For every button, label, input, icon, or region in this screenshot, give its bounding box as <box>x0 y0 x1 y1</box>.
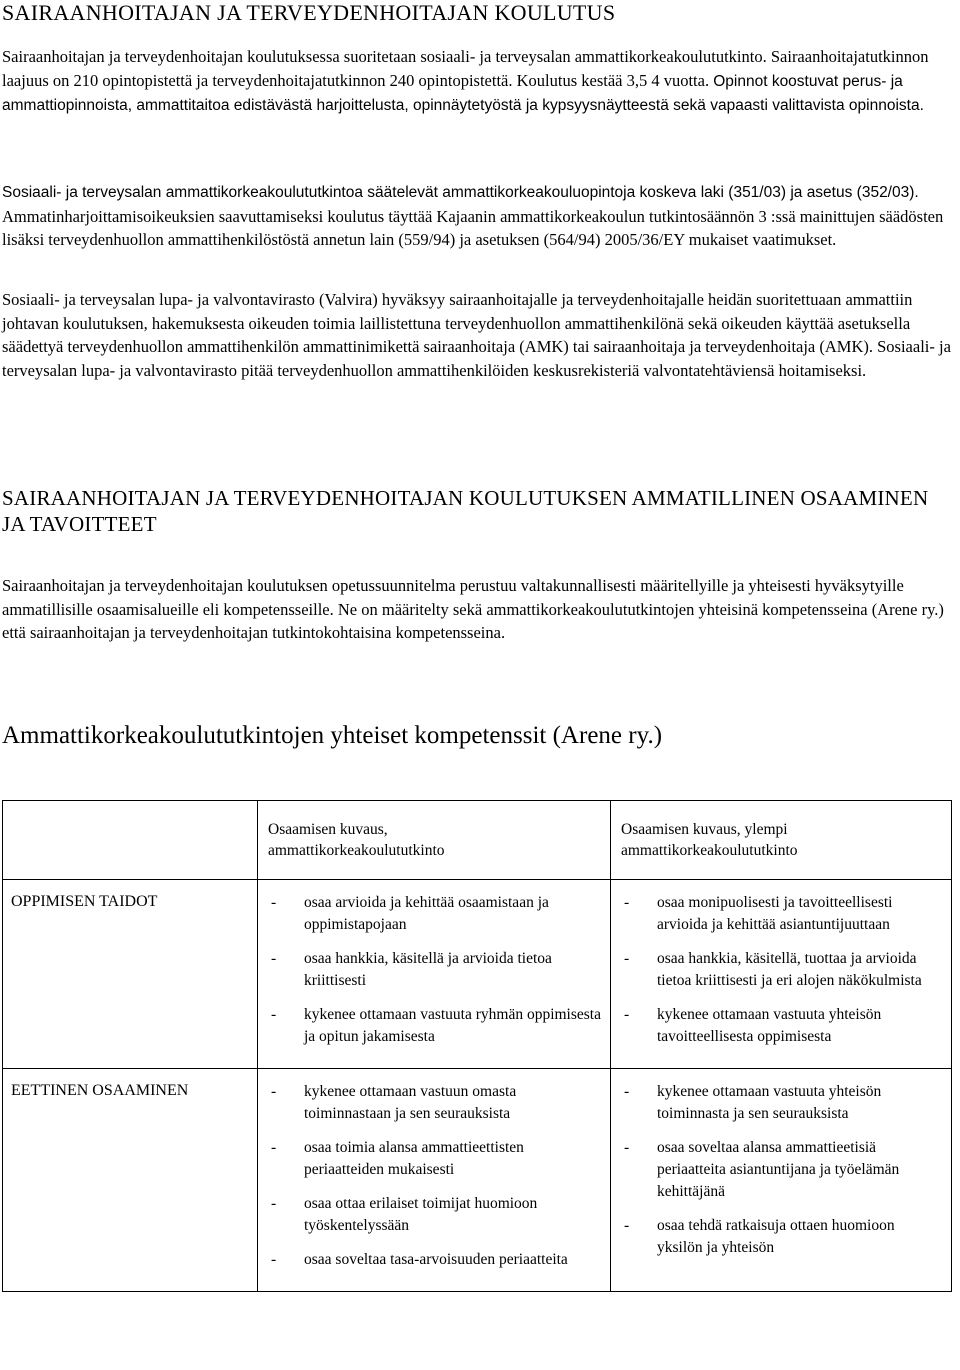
list-item: - osaa ottaa erilaiset toimijat huomioon työskentelyssään <box>271 1195 538 1234</box>
subheading-competences: Ammattikorkeakoulututkintojen yhteiset kompetenssit (Arene ry.) <box>2 722 663 749</box>
paragraph-valvira: Sosiaali- ja terveysalan lupa- ja valvontavirasto (Valvira) hyväksyy sairaanhoitajalle ja terveydenhoitajalle heidän suoritettuaan ammattiin johtavan koulutuksen, hakemuksesta oikeuden toimia laillistettuna terveydenhuollon ammattihenkilönä sekä oikeuden käyttää asetuksella säädettyä terveydenhuollon ammattihenkilön ammattinimikettä sairaanhoitaja (AMK) tai sairaanhoitaja ja terveydenhoitaja (AMK). Sosiaali- ja terveysalan lupa- ja valvontavirasto pitää terveydenhuollon ammattihenkilöiden keskusrekisteriä valvontatehtäviensä hoitamiseksi. <box>2 290 951 380</box>
dash-bullet: - <box>271 1083 277 1100</box>
list-item: - osaa hankkia, käsitellä ja arvioida tietoa kriittisesti <box>271 950 552 989</box>
list-item: - osaa toimia alansa ammattieettisten periaatteiden mukaisesti <box>271 1139 524 1178</box>
dash-bullet: - <box>271 950 277 967</box>
table-header-yamk <box>611 801 952 880</box>
dash-bullet: - <box>624 1217 630 1234</box>
dash-bullet: - <box>624 1139 630 1156</box>
table-row <box>3 880 952 1069</box>
dash-bullet: - <box>624 1083 630 1100</box>
dash-bullet: - <box>624 1006 630 1023</box>
paragraph-intro-serif: Sairaanhoitajan ja terveydenhoitajan koulutuksessa suoritetaan sosiaali- ja terveysalan ammattikorkeakoulututkinto. Sairaanhoitajatutkinnon laajuus on 210 opintopistettä ja terveydenhoitajatutkinnon 240 opintopistettä. Koulutus kestää 3,5 4 vuotta. <box>2 47 929 90</box>
paragraph-intro-sans: Opinnot koostuvat perus- ja ammattiopinnoista, ammattitaitoa edistävästä harjoittelusta, opinnäytetyöstä ja kypsyysnäytteestä sekä vapaasti valittavista opinnoista. <box>2 72 924 114</box>
table-header-empty <box>3 801 258 880</box>
paragraph-legislation-sans: Sosiaali- ja terveysalan ammattikorkeakoulututkintoa säätelevät ammattikorkeakouluopintoja koskeva laki (351/03) ja asetus (352/03). <box>2 184 919 201</box>
list-item: - osaa soveltaa alansa ammattieetisiä periaatteita asiantuntijana ja työelämän kehittäjänä <box>624 1139 900 1200</box>
cell-oppiminen-amk <box>258 880 611 1069</box>
dash-bullet: - <box>624 894 630 911</box>
list-item: - osaa soveltaa tasa-arvoisuuden periaatteita <box>266 1249 602 1271</box>
dash-bullet: - <box>271 1006 277 1023</box>
cell-eettinen-yamk <box>611 1069 952 1292</box>
list-oppiminen-amk <box>258 880 610 1068</box>
dash-bullet: - <box>271 894 277 911</box>
list-item: - osaa arvioida ja kehittää osaamistaan ja oppimistapojaan <box>271 894 549 933</box>
row-label-oppiminen: OPPIMISEN TAIDOT <box>3 880 258 1069</box>
dash-bullet: - <box>271 1195 277 1212</box>
section-heading-koulutus: SAIRAANHOITAJAN JA TERVEYDENHOITAJAN KOULUTUS <box>2 0 616 25</box>
dash-bullet: - <box>624 950 630 967</box>
cell-eettinen-amk <box>258 1069 611 1292</box>
table-header-amk <box>258 801 611 880</box>
list-item: - kykenee ottamaan vastuuta ryhmän oppimisesta ja opitun jakamisesta <box>271 1006 601 1045</box>
paragraph-legislation-serif: Ammatinharjoittamisoikeuksien saavuttamiseksi koulutus täyttää Kajaanin ammattikorkeakoulun tutkintosäännön 3 :ssä mainittujen säädösten lisäksi terveydenhuollon ammattihenkilöstöstä annetun lain (559/94) ja asetuksen (564/94) 2005/36/EY mukaiset vaatimukset. <box>2 206 944 249</box>
paragraph-koulutus-intro <box>2 45 952 118</box>
list-item: - osaa monipuolisesti ja tavoitteellisesti arvioida ja kehittää asiantuntijuuttaan <box>624 894 893 933</box>
list-item: - osaa tehdä ratkaisuja ottaen huomioon yksilön ja yhteisön <box>624 1217 895 1256</box>
list-item: - osaa hankkia, käsitellä, tuottaa ja arvioida tietoa kriittisesti ja eri alojen näkökulmista <box>624 950 922 989</box>
section-heading-osaaminen: SAIRAANHOITAJAN JA TERVEYDENHOITAJAN KOULUTUKSEN AMMATILLINEN OSAAMINEN JA TAVOITTEET <box>2 486 929 536</box>
paragraph-legislation <box>2 180 952 252</box>
header-amk-text: Osaamisen kuvaus, ammattikorkeakoulututkinto <box>268 821 445 859</box>
dash-bullet: - <box>271 1139 277 1156</box>
dash-bullet: - <box>271 1251 277 1268</box>
list-eettinen-yamk <box>611 1069 951 1279</box>
list-eettinen-amk <box>258 1069 610 1291</box>
list-oppiminen-yamk <box>611 880 951 1068</box>
table-row <box>3 1069 952 1292</box>
row-label-eettinen: EETTINEN OSAAMINEN <box>3 1069 258 1292</box>
table-header-row <box>3 801 952 880</box>
competence-table <box>2 800 952 1292</box>
header-yamk-text: Osaamisen kuvaus, ylempi ammattikorkeakoulututkinto <box>621 821 798 859</box>
paragraph-curriculum: Sairaanhoitajan ja terveydenhoitajan koulutuksen opetussuunnitelma perustuu valtakunnallisesti määritellyille ja yhteisesti hyväksytyille ammatillisille osaamisalueille eli kompetensseille. Ne on määritelty sekä ammattikorkeakoulututkintojen yhteisinä kompetensseina (Arene ry.) että sairaanhoitajan ja terveydenhoitajan tutkintokohtaisina kompetensseina. <box>2 576 944 642</box>
cell-oppiminen-yamk <box>611 880 952 1069</box>
list-item: - kykenee ottamaan vastuuta yhteisön tavoitteellisesta oppimisesta <box>624 1006 882 1045</box>
list-item: - kykenee ottamaan vastuuta yhteisön toiminnasta ja sen seurauksista <box>624 1083 882 1122</box>
list-item: - kykenee ottamaan vastuun omasta toiminnastaan ja sen seurauksista <box>271 1083 517 1122</box>
